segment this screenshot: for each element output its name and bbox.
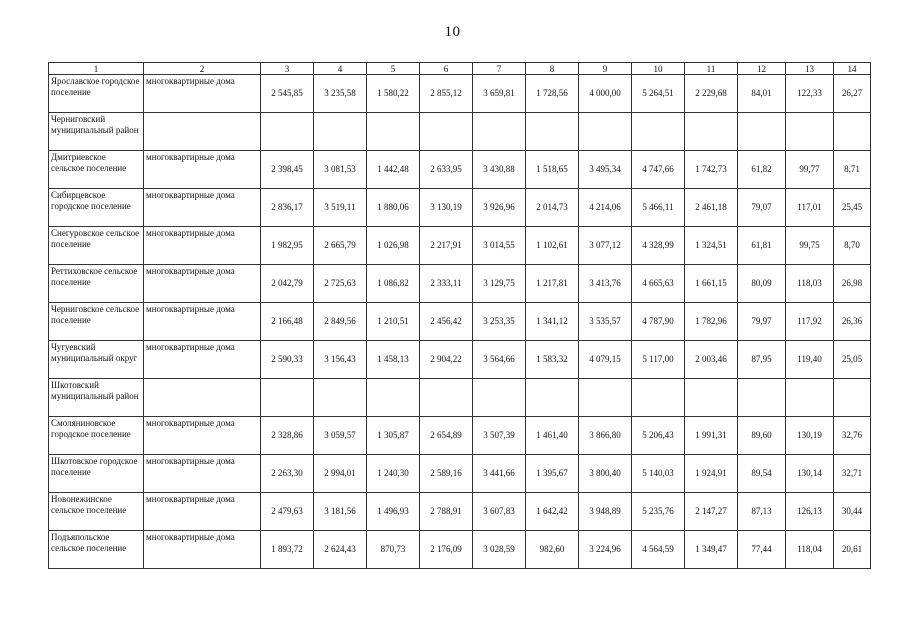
- value-cell: 2 328,86: [261, 417, 314, 455]
- value-cell: 4 564,59: [632, 531, 685, 569]
- value-cell: 126,13: [786, 493, 834, 531]
- value-cell: 3 926,96: [473, 189, 526, 227]
- value-cell: 1 217,81: [526, 265, 579, 303]
- building-type-cell: многоквартирные дома: [144, 303, 261, 341]
- value-cell: 2 042,79: [261, 265, 314, 303]
- column-number-header: 4: [314, 63, 367, 75]
- value-cell: 2 398,45: [261, 151, 314, 189]
- column-number-row: [49, 63, 871, 75]
- value-cell: [632, 379, 685, 417]
- value-cell: 2 836,17: [261, 189, 314, 227]
- value-cell: 982,60: [526, 531, 579, 569]
- column-number-header: 13: [786, 63, 834, 75]
- value-cell: 1 661,15: [685, 265, 738, 303]
- building-type-cell: многоквартирные дома: [144, 341, 261, 379]
- value-cell: [261, 379, 314, 417]
- value-cell: 4 000,00: [579, 75, 632, 113]
- column-number-header: 6: [420, 63, 473, 75]
- value-cell: 3 224,96: [579, 531, 632, 569]
- value-cell: 130,14: [786, 455, 834, 493]
- value-cell: 1 324,51: [685, 227, 738, 265]
- value-cell: 1 782,96: [685, 303, 738, 341]
- value-cell: [834, 113, 871, 151]
- column-number-header: 1: [49, 63, 144, 75]
- value-cell: [473, 379, 526, 417]
- value-cell: 79,07: [738, 189, 786, 227]
- value-cell: [420, 113, 473, 151]
- value-cell: 2 589,16: [420, 455, 473, 493]
- value-cell: 8,71: [834, 151, 871, 189]
- value-cell: [526, 379, 579, 417]
- value-cell: 2 633,95: [420, 151, 473, 189]
- table-row: [49, 189, 871, 227]
- value-cell: 2 333,11: [420, 265, 473, 303]
- value-cell: 2 855,12: [420, 75, 473, 113]
- value-cell: 3 507,39: [473, 417, 526, 455]
- value-cell: 30,44: [834, 493, 871, 531]
- value-cell: 4 079,15: [579, 341, 632, 379]
- building-type-cell: многоквартирные дома: [144, 75, 261, 113]
- value-cell: 122,33: [786, 75, 834, 113]
- value-cell: 1 982,95: [261, 227, 314, 265]
- value-cell: 1 086,82: [367, 265, 420, 303]
- column-number-header: 3: [261, 63, 314, 75]
- column-number-header: 12: [738, 63, 786, 75]
- value-cell: 77,44: [738, 531, 786, 569]
- value-cell: 1 880,06: [367, 189, 420, 227]
- value-cell: 3 077,12: [579, 227, 632, 265]
- value-cell: 2 904,22: [420, 341, 473, 379]
- table-row: [49, 455, 871, 493]
- value-cell: 1 461,40: [526, 417, 579, 455]
- value-cell: 80,09: [738, 265, 786, 303]
- value-cell: 3 948,89: [579, 493, 632, 531]
- table-row: [49, 265, 871, 303]
- value-cell: 61,81: [738, 227, 786, 265]
- value-cell: [367, 113, 420, 151]
- value-cell: 8,70: [834, 227, 871, 265]
- municipality-name-cell: Шкотовский муниципальный район: [49, 379, 144, 417]
- column-number-header: 9: [579, 63, 632, 75]
- value-cell: 2 014,73: [526, 189, 579, 227]
- municipality-name-cell: Чугуевский муниципальный округ: [49, 341, 144, 379]
- table-row: [49, 493, 871, 531]
- value-cell: 3 441,66: [473, 455, 526, 493]
- value-cell: 1 442,48: [367, 151, 420, 189]
- value-cell: 4 787,90: [632, 303, 685, 341]
- value-cell: 3 181,56: [314, 493, 367, 531]
- table-row: [49, 113, 871, 151]
- value-cell: 3 430,88: [473, 151, 526, 189]
- building-type-cell: многоквартирные дома: [144, 189, 261, 227]
- value-cell: 99,77: [786, 151, 834, 189]
- value-cell: 61,82: [738, 151, 786, 189]
- value-cell: 2 665,79: [314, 227, 367, 265]
- value-cell: 2 147,27: [685, 493, 738, 531]
- value-cell: 2 263,30: [261, 455, 314, 493]
- value-cell: 1 102,61: [526, 227, 579, 265]
- municipality-name-cell: Дмитриевское сельское поселение: [49, 151, 144, 189]
- value-cell: 2 624,43: [314, 531, 367, 569]
- building-type-cell: [144, 379, 261, 417]
- value-cell: 3 014,55: [473, 227, 526, 265]
- value-cell: [261, 113, 314, 151]
- value-cell: [738, 379, 786, 417]
- table-row: [49, 227, 871, 265]
- column-number-header: 5: [367, 63, 420, 75]
- building-type-cell: многоквартирные дома: [144, 227, 261, 265]
- value-cell: 119,40: [786, 341, 834, 379]
- table-row: [49, 531, 871, 569]
- value-cell: 3 413,76: [579, 265, 632, 303]
- value-cell: 3 519,11: [314, 189, 367, 227]
- value-cell: 5 466,11: [632, 189, 685, 227]
- value-cell: 1 893,72: [261, 531, 314, 569]
- value-cell: 2 456,42: [420, 303, 473, 341]
- value-cell: 1 496,93: [367, 493, 420, 531]
- value-cell: 1 341,12: [526, 303, 579, 341]
- value-cell: 3 129,75: [473, 265, 526, 303]
- value-cell: 130,19: [786, 417, 834, 455]
- value-cell: 26,36: [834, 303, 871, 341]
- value-cell: 2 994,01: [314, 455, 367, 493]
- municipality-name-cell: Реттиховское сельское поселение: [49, 265, 144, 303]
- value-cell: 1 991,31: [685, 417, 738, 455]
- value-cell: 117,92: [786, 303, 834, 341]
- value-cell: [314, 379, 367, 417]
- value-cell: [738, 113, 786, 151]
- value-cell: [367, 379, 420, 417]
- value-cell: 2 176,09: [420, 531, 473, 569]
- value-cell: [526, 113, 579, 151]
- value-cell: 25,05: [834, 341, 871, 379]
- building-type-cell: многоквартирные дома: [144, 151, 261, 189]
- value-cell: 25,45: [834, 189, 871, 227]
- value-cell: 3 659,81: [473, 75, 526, 113]
- value-cell: 2 788,91: [420, 493, 473, 531]
- page-number: 10: [444, 24, 461, 40]
- table-body: [49, 63, 871, 569]
- municipality-name-cell: Подъяпольское сельское поселение: [49, 531, 144, 569]
- value-cell: 1 026,98: [367, 227, 420, 265]
- municipality-name-cell: Сибирцевское городское поселение: [49, 189, 144, 227]
- value-cell: 87,13: [738, 493, 786, 531]
- value-cell: 1 395,67: [526, 455, 579, 493]
- value-cell: 3 130,19: [420, 189, 473, 227]
- value-cell: 5 117,00: [632, 341, 685, 379]
- value-cell: 5 235,76: [632, 493, 685, 531]
- value-cell: 84,01: [738, 75, 786, 113]
- value-cell: 870,73: [367, 531, 420, 569]
- value-cell: [786, 379, 834, 417]
- value-cell: 1 349,47: [685, 531, 738, 569]
- value-cell: 4 214,06: [579, 189, 632, 227]
- value-cell: 2 479,63: [261, 493, 314, 531]
- value-cell: [685, 113, 738, 151]
- value-cell: 20,61: [834, 531, 871, 569]
- value-cell: 3 081,53: [314, 151, 367, 189]
- value-cell: 87,95: [738, 341, 786, 379]
- column-number-header: 10: [632, 63, 685, 75]
- value-cell: [786, 113, 834, 151]
- value-cell: [632, 113, 685, 151]
- value-cell: 4 328,99: [632, 227, 685, 265]
- municipality-name-cell: Снегуровское сельское поселение: [49, 227, 144, 265]
- value-cell: 3 156,43: [314, 341, 367, 379]
- table-row: [49, 151, 871, 189]
- value-cell: 89,60: [738, 417, 786, 455]
- value-cell: 99,75: [786, 227, 834, 265]
- municipality-name-cell: Черниговское сельское поселение: [49, 303, 144, 341]
- table-row: [49, 303, 871, 341]
- value-cell: 5 264,51: [632, 75, 685, 113]
- building-type-cell: многоквартирные дома: [144, 455, 261, 493]
- value-cell: 4 665,63: [632, 265, 685, 303]
- value-cell: 118,04: [786, 531, 834, 569]
- value-cell: 3 800,40: [579, 455, 632, 493]
- value-cell: 3 235,58: [314, 75, 367, 113]
- value-cell: 2 166,48: [261, 303, 314, 341]
- value-cell: 1 210,51: [367, 303, 420, 341]
- value-cell: 3 564,66: [473, 341, 526, 379]
- column-number-header: 14: [834, 63, 871, 75]
- column-number-header: 7: [473, 63, 526, 75]
- value-cell: 2 849,56: [314, 303, 367, 341]
- value-cell: 1 642,42: [526, 493, 579, 531]
- value-cell: [314, 113, 367, 151]
- table-row: [49, 75, 871, 113]
- table-row: [49, 341, 871, 379]
- value-cell: [473, 113, 526, 151]
- value-cell: 5 206,43: [632, 417, 685, 455]
- value-cell: [579, 379, 632, 417]
- value-cell: 2 654,89: [420, 417, 473, 455]
- building-type-cell: [144, 113, 261, 151]
- value-cell: 118,03: [786, 265, 834, 303]
- value-cell: 79,97: [738, 303, 786, 341]
- value-cell: 1 742,73: [685, 151, 738, 189]
- municipality-name-cell: Новонежинское сельское поселение: [49, 493, 144, 531]
- table-row: [49, 417, 871, 455]
- value-cell: 1 728,56: [526, 75, 579, 113]
- building-type-cell: многоквартирные дома: [144, 531, 261, 569]
- value-cell: 32,76: [834, 417, 871, 455]
- value-cell: 1 240,30: [367, 455, 420, 493]
- value-cell: 26,98: [834, 265, 871, 303]
- value-cell: [834, 379, 871, 417]
- municipality-name-cell: Черниговский муниципальный район: [49, 113, 144, 151]
- value-cell: 3 028,59: [473, 531, 526, 569]
- value-cell: 5 140,03: [632, 455, 685, 493]
- value-cell: 1 458,13: [367, 341, 420, 379]
- value-cell: [685, 379, 738, 417]
- column-number-header: 2: [144, 63, 261, 75]
- value-cell: 2 461,18: [685, 189, 738, 227]
- value-cell: 2 545,85: [261, 75, 314, 113]
- value-cell: 1 580,22: [367, 75, 420, 113]
- table-row: [49, 379, 871, 417]
- value-cell: 26,27: [834, 75, 871, 113]
- tariff-table: [48, 62, 871, 569]
- value-cell: 1 924,91: [685, 455, 738, 493]
- municipality-name-cell: Шкотовское городское поселение: [49, 455, 144, 493]
- column-number-header: 11: [685, 63, 738, 75]
- value-cell: 1 583,32: [526, 341, 579, 379]
- value-cell: 117,01: [786, 189, 834, 227]
- value-cell: 2 229,68: [685, 75, 738, 113]
- value-cell: 2 590,33: [261, 341, 314, 379]
- value-cell: 3 059,57: [314, 417, 367, 455]
- building-type-cell: многоквартирные дома: [144, 493, 261, 531]
- value-cell: 1 518,65: [526, 151, 579, 189]
- value-cell: 32,71: [834, 455, 871, 493]
- value-cell: [420, 379, 473, 417]
- value-cell: 4 747,66: [632, 151, 685, 189]
- value-cell: 89,54: [738, 455, 786, 493]
- value-cell: [579, 113, 632, 151]
- municipality-name-cell: Смоляниновское городское поселение: [49, 417, 144, 455]
- building-type-cell: многоквартирные дома: [144, 265, 261, 303]
- municipality-name-cell: Ярославское городское поселение: [49, 75, 144, 113]
- value-cell: 3 535,57: [579, 303, 632, 341]
- value-cell: 3 495,34: [579, 151, 632, 189]
- value-cell: 3 607,83: [473, 493, 526, 531]
- building-type-cell: многоквартирные дома: [144, 417, 261, 455]
- value-cell: 2 003,46: [685, 341, 738, 379]
- value-cell: 2 217,91: [420, 227, 473, 265]
- value-cell: 2 725,63: [314, 265, 367, 303]
- value-cell: 1 305,87: [367, 417, 420, 455]
- column-number-header: 8: [526, 63, 579, 75]
- value-cell: 3 866,80: [579, 417, 632, 455]
- value-cell: 3 253,35: [473, 303, 526, 341]
